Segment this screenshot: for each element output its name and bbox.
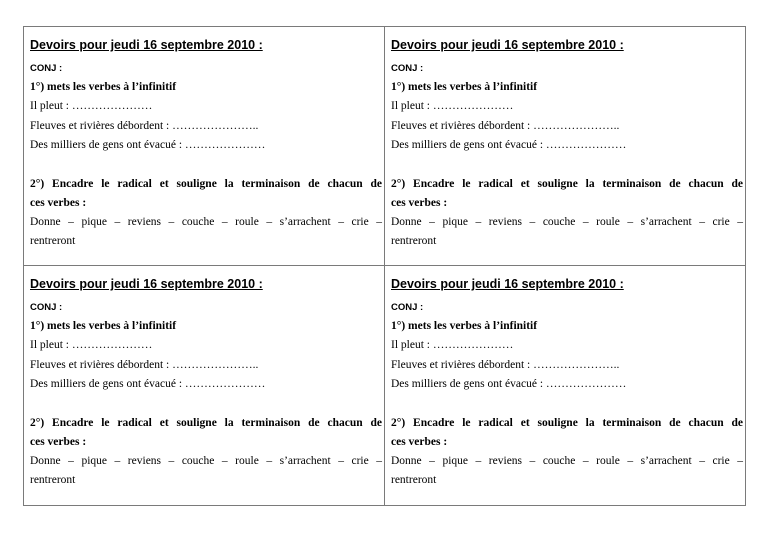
card-heading: Devoirs pour jeudi 16 septembre 2010 : (30, 38, 263, 52)
sentence-2: Fleuves et rivières débordent : ………………….. (391, 120, 620, 132)
sentence-1: Il pleut : ………………… (391, 100, 514, 112)
sentence-1: Il pleut : ………………… (30, 100, 153, 112)
sentence-1: Il pleut : ………………… (30, 339, 153, 351)
verbs-list-line-2: rentreront (30, 235, 76, 247)
card-heading: Devoirs pour jeudi 16 septembre 2010 : (391, 38, 624, 52)
question-2-title-line-2: ces verbes : (30, 436, 87, 448)
question-2-title-line-1: 2°) Encadre le radical et souligne la terminaison de chacun de (391, 417, 743, 429)
homework-card (24, 27, 385, 266)
homework-card (385, 27, 745, 266)
verbs-list-line-2: rentreront (391, 474, 437, 486)
subject-label: CONJ : (30, 302, 63, 313)
verbs-list-line-1: Donne – pique – reviens – couche – roule – s’arrachent – crie – (30, 455, 382, 467)
verbs-list-line-1: Donne – pique – reviens – couche – roule – s’arrachent – crie – (30, 216, 382, 228)
sentence-1: Il pleut : ………………… (391, 339, 514, 351)
question-2-title-line-1: 2°) Encadre le radical et souligne la terminaison de chacun de (30, 178, 382, 190)
subject-label: CONJ : (391, 63, 424, 74)
sentence-2: Fleuves et rivières débordent : ………………….. (30, 120, 259, 132)
verbs-list-line-2: rentreront (30, 474, 76, 486)
question-2-title-line-2: ces verbes : (30, 197, 87, 209)
homework-card (24, 266, 385, 505)
subject-label: CONJ : (391, 302, 424, 313)
question-1-title: 1°) mets les verbes à l’infinitif (391, 81, 538, 93)
sentence-2: Fleuves et rivières débordent : ………………….. (391, 359, 620, 371)
homework-grid (23, 26, 746, 506)
sentence-3: Des milliers de gens ont évacué : ………………… (30, 139, 266, 151)
sentence-3: Des milliers de gens ont évacué : ………………… (391, 378, 627, 390)
question-1-title: 1°) mets les verbes à l’infinitif (391, 320, 538, 332)
card-heading: Devoirs pour jeudi 16 septembre 2010 : (30, 277, 263, 291)
sentence-3: Des milliers de gens ont évacué : ………………… (391, 139, 627, 151)
verbs-list-line-1: Donne – pique – reviens – couche – roule – s’arrachent – crie – (391, 455, 743, 467)
verbs-list-line-1: Donne – pique – reviens – couche – roule – s’arrachent – crie – (391, 216, 743, 228)
question-2-title-line-1: 2°) Encadre le radical et souligne la terminaison de chacun de (391, 178, 743, 190)
question-2-title-line-1: 2°) Encadre le radical et souligne la terminaison de chacun de (30, 417, 382, 429)
homework-card (385, 266, 745, 505)
question-1-title: 1°) mets les verbes à l’infinitif (30, 81, 177, 93)
question-2-title-line-2: ces verbes : (391, 436, 448, 448)
verbs-list-line-2: rentreront (391, 235, 437, 247)
question-2-title-line-2: ces verbes : (391, 197, 448, 209)
card-heading: Devoirs pour jeudi 16 septembre 2010 : (391, 277, 624, 291)
sentence-2: Fleuves et rivières débordent : ………………….. (30, 359, 259, 371)
sentence-3: Des milliers de gens ont évacué : ………………… (30, 378, 266, 390)
question-1-title: 1°) mets les verbes à l’infinitif (30, 320, 177, 332)
subject-label: CONJ : (30, 63, 63, 74)
